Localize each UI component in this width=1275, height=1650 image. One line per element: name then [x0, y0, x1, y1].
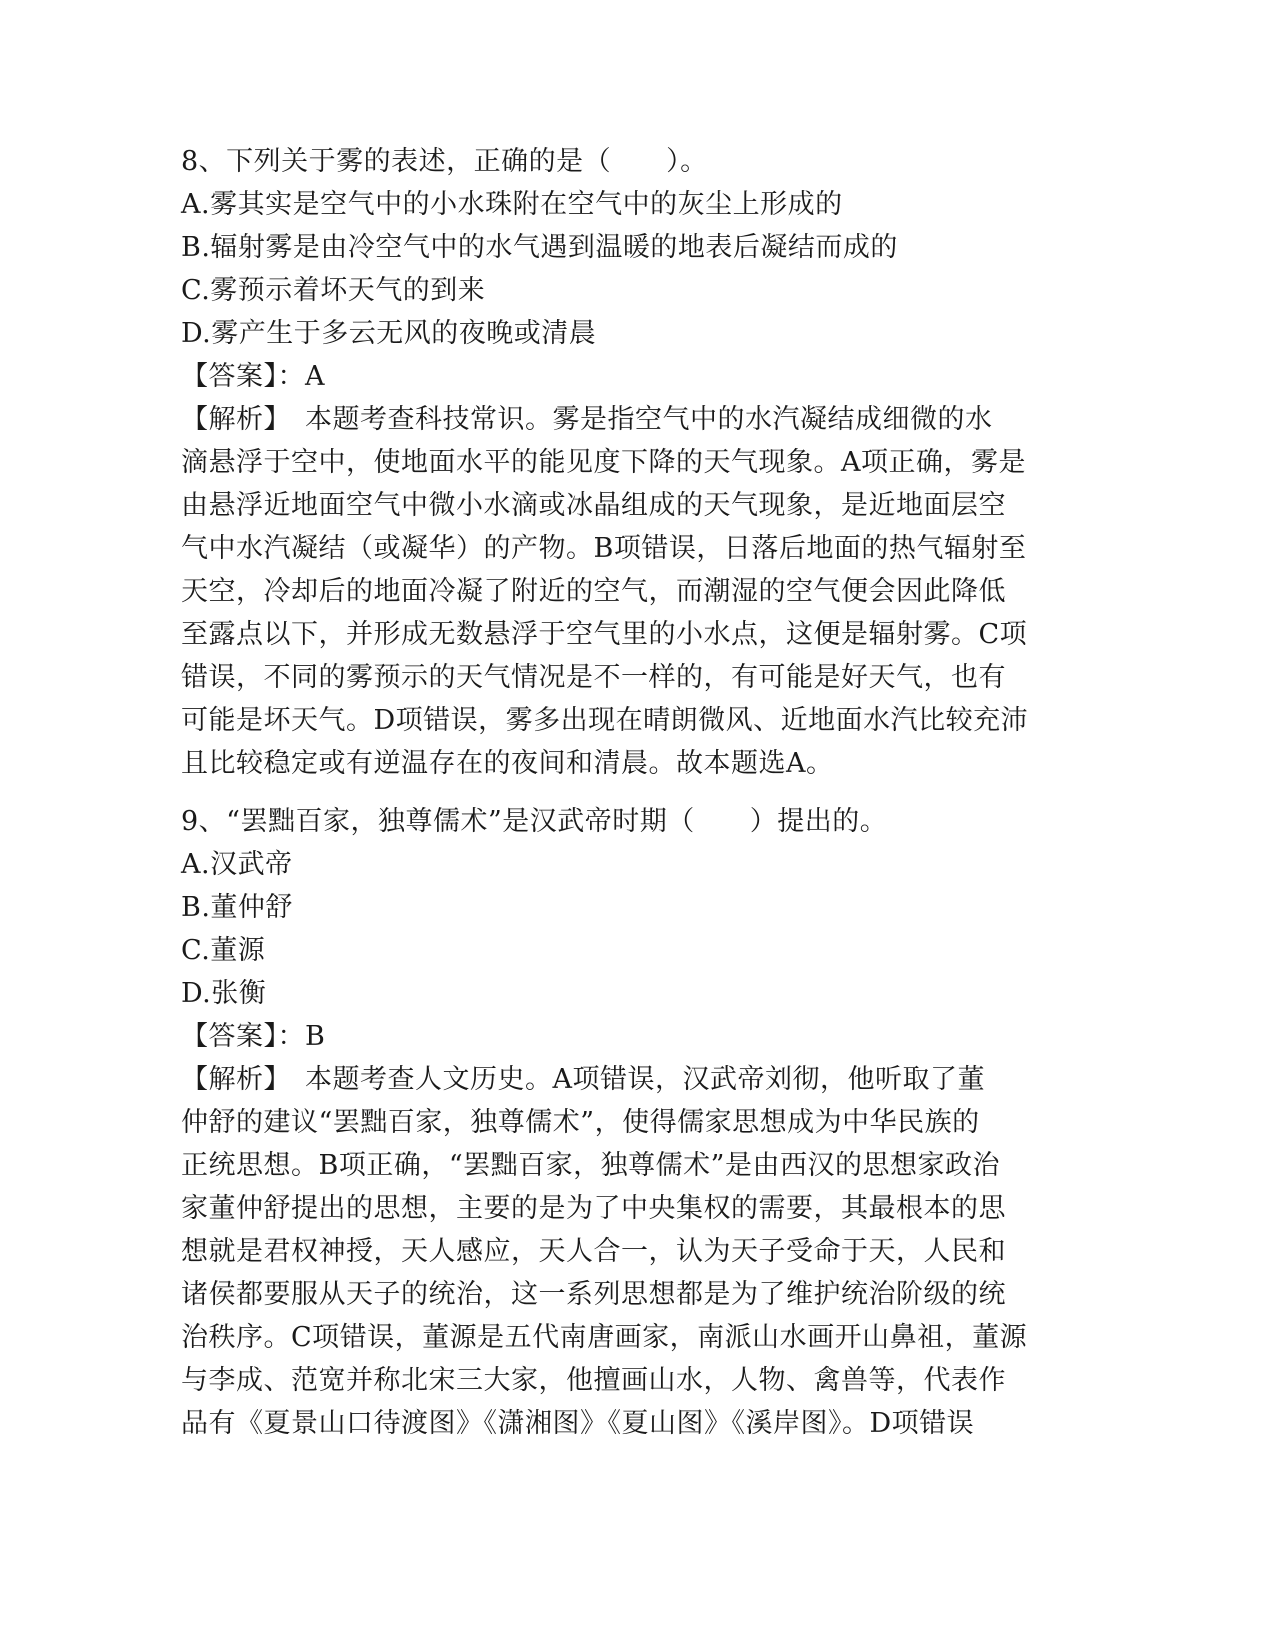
analysis	[181, 1058, 1083, 1445]
analysis-line: 正统思想。B项正确，“罢黜百家，独尊儒术”是由西汉的思想家政治	[181, 1150, 1000, 1181]
analysis-line: 滴悬浮于空中，使地面水平的能见度下降的天气现象。A项正确，雾是	[181, 447, 1026, 478]
question-spacer	[181, 785, 1083, 800]
option-a: A.雾其实是空气中的小水珠附在空气中的灰尘上形成的	[181, 189, 843, 220]
option-c: C.雾预示着坏天气的到来	[181, 275, 486, 306]
analysis-line: 由悬浮近地面空气中微小水滴或冰晶组成的天气现象，是近地面层空	[181, 490, 1006, 521]
option-c: C.董源	[181, 935, 266, 966]
answer: 【答案】：A	[181, 361, 325, 392]
analysis-line: 【解析】 本题考查科技常识。雾是指空气中的水汽凝结成细微的水	[181, 404, 993, 435]
analysis-line: 气中水汽凝结（或凝华）的产物。B项错误，日落后地面的热气辐射至	[181, 533, 1027, 564]
document-page	[181, 140, 1083, 1445]
option-d: D.雾产生于多云无风的夜晚或清晨	[181, 318, 597, 349]
analysis-line: 天空，冷却后的地面冷凝了附近的空气，而潮湿的空气便会因此降低	[181, 576, 1006, 607]
option-d: D.张衡	[181, 978, 267, 1009]
question-stem: 9、“罢黜百家，独尊儒术”是汉武帝时期（ ）提出的。	[181, 806, 888, 837]
option-b: B.辐射雾是由冷空气中的水气遇到温暖的地表后凝结而成的	[181, 232, 898, 263]
answer: 【答案】：B	[181, 1021, 326, 1052]
question-stem: 8、下列关于雾的表述，正确的是（ ）。	[181, 146, 708, 177]
analysis-line: 至露点以下，并形成无数悬浮于空气里的小水点，这便是辐射雾。C项	[181, 619, 1028, 650]
analysis-line: 诸侯都要服从天子的统治，这一系列思想都是为了维护统治阶级的统	[181, 1279, 1006, 1310]
question-8	[181, 140, 1083, 785]
analysis-line: 与李成、范宽并称北宋三大家，他擅画山水，人物、禽兽等，代表作	[181, 1365, 1006, 1396]
analysis	[181, 398, 1083, 785]
analysis-line: 品有《夏景山口待渡图》《潇湘图》《夏山图》《溪岸图》。D项错误	[181, 1408, 975, 1439]
analysis-line: 仲舒的建议“罢黜百家，独尊儒术”，使得儒家思想成为中华民族的	[181, 1107, 980, 1138]
analysis-line: 家董仲舒提出的思想，主要的是为了中央集权的需要，其最根本的思	[181, 1193, 1006, 1224]
analysis-line: 错误，不同的雾预示的天气情况是不一样的，有可能是好天气，也有	[181, 662, 1006, 693]
option-b: B.董仲舒	[181, 892, 293, 923]
analysis-line: 【解析】 本题考查人文历史。A项错误，汉武帝刘彻，他听取了董	[181, 1064, 985, 1095]
analysis-line: 可能是坏天气。D项错误，雾多出现在晴朗微风、近地面水汽比较充沛	[181, 705, 1029, 736]
analysis-line: 治秩序。C项错误，董源是五代南唐画家，南派山水画开山鼻祖，董源	[181, 1322, 1028, 1353]
option-a: A.汉武帝	[181, 849, 293, 880]
analysis-line: 想就是君权神授，天人感应，天人合一，认为天子受命于天，人民和	[181, 1236, 1006, 1267]
analysis-line: 且比较稳定或有逆温存在的夜间和清晨。故本题选A。	[181, 748, 834, 779]
question-9	[181, 800, 1083, 1445]
